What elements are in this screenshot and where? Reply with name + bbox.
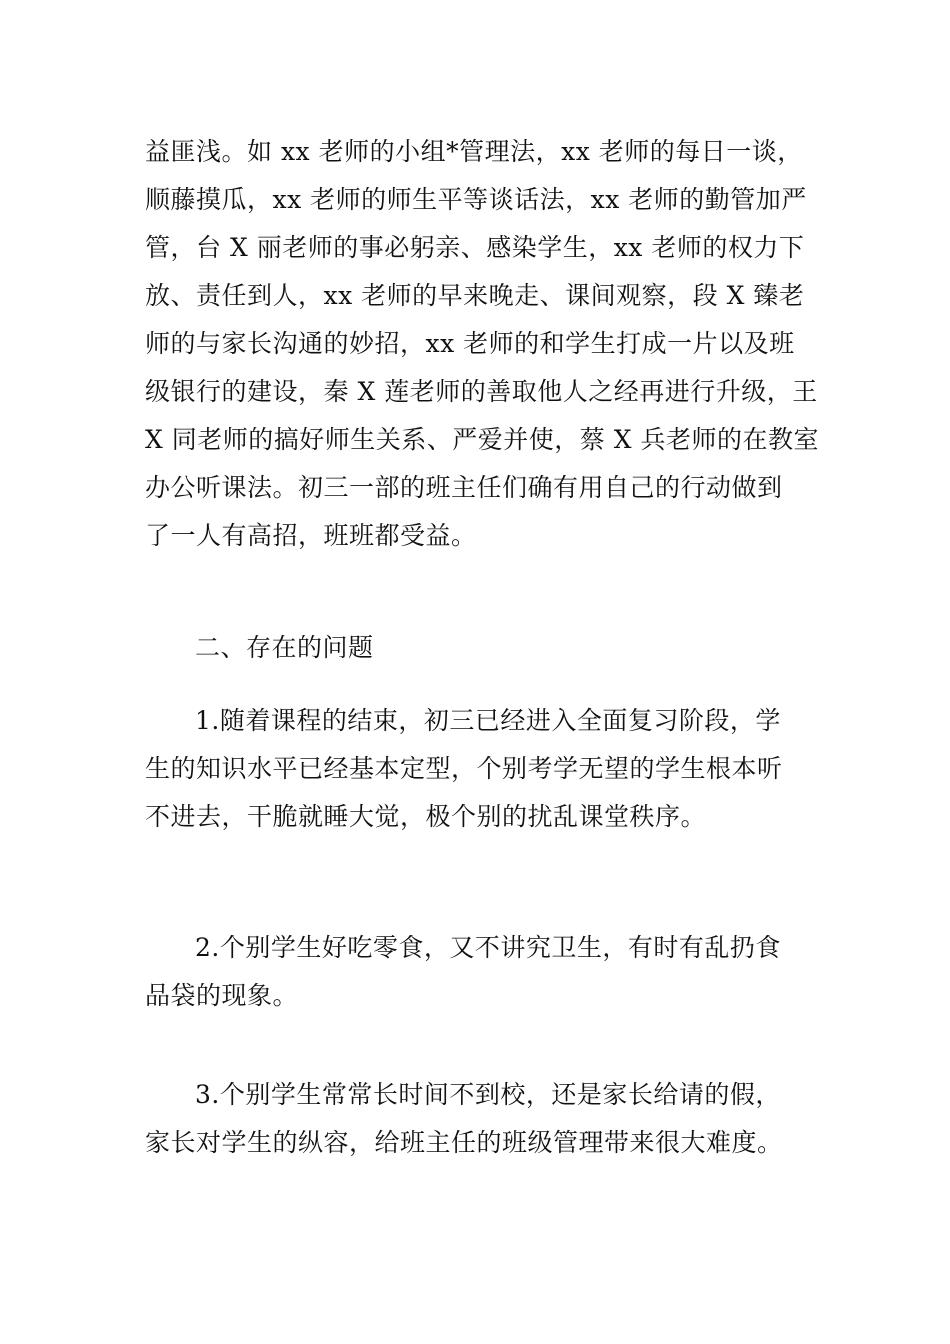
section-heading-text: 二、存在的问题 <box>195 633 374 662</box>
list-item-1 <box>145 697 815 841</box>
text-line: 办公听课法。初三一部的班主任们确有用自己的行动做到 <box>145 473 783 502</box>
text-line: X 同老师的搞好师生关系、严爱并使，蔡 X 兵老师的在教室 <box>145 425 819 454</box>
text-line: 放、责任到人，xx 老师的早来晚走、课间观察，段 X 臻老 <box>145 281 805 310</box>
text-line: 顺藤摸瓜，xx 老师的师生平等谈话法，xx 老师的勤管加严 <box>145 185 807 214</box>
text-line: 了一人有高招，班班都受益。 <box>145 521 477 550</box>
text-line: 不进去，干脆就睡大觉，极个别的扰乱课堂秩序。 <box>145 802 707 831</box>
text-line: 3.个别学生常常长时间不到校，还是家长给请的假， <box>195 1080 781 1109</box>
list-item-3 <box>145 1071 815 1167</box>
text-line: 2.个别学生好吃零食，又不讲究卫生，有时有乱扔食 <box>195 933 781 962</box>
text-line: 生的知识水平已经基本定型，个别考学无望的学生根本听 <box>145 754 783 783</box>
text-line: 1.随着课程的结束，初三已经进入全面复习阶段，学 <box>195 706 781 735</box>
text-line: 管，台 X 丽老师的事必躬亲、感染学生，xx 老师的权力下 <box>145 233 805 262</box>
text-line: 品袋的现象。 <box>145 981 299 1010</box>
list-item-2 <box>145 924 815 1020</box>
text-line: 家长对学生的纵容，给班主任的班级管理带来很大难度。 <box>145 1128 783 1157</box>
paragraph-1 <box>145 128 819 560</box>
text-line: 级银行的建设，秦 X 莲老师的善取他人之经再进行升级，王 <box>145 377 818 406</box>
text-line: 师的与家长沟通的妙招，xx 老师的和学生打成一片以及班 <box>145 329 795 358</box>
text-line: 益匪浅。如 xx 老师的小组*管理法，xx 老师的每日一谈， <box>145 137 803 166</box>
section-heading <box>145 624 815 672</box>
